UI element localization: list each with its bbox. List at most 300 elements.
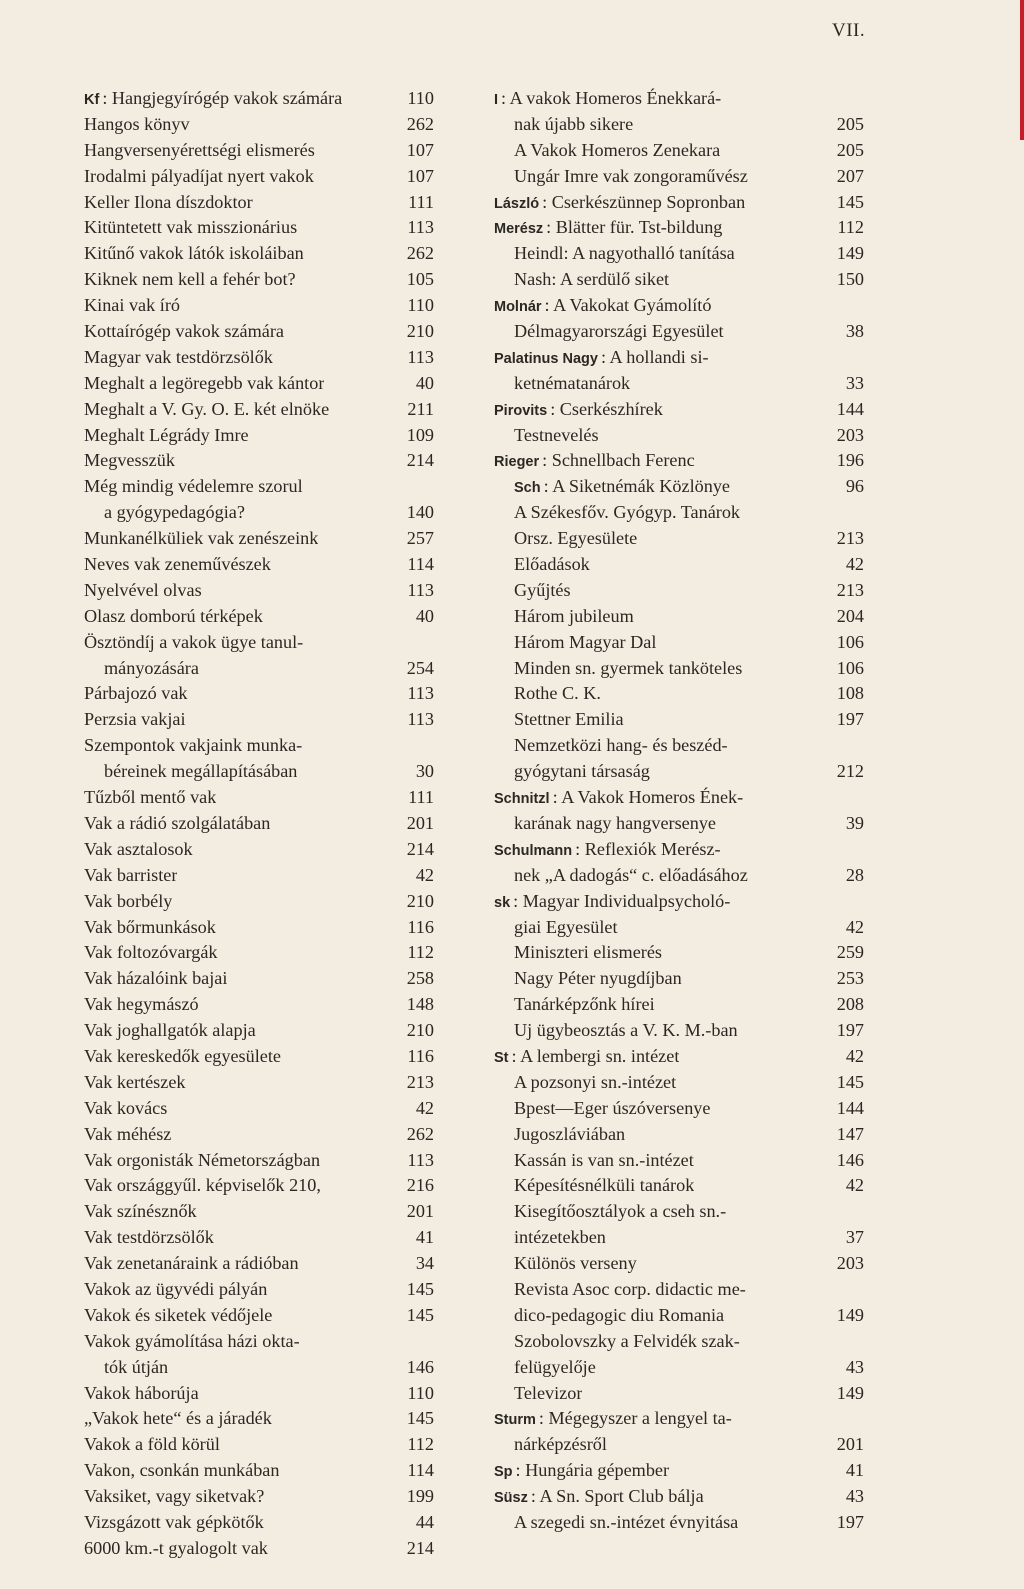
page-reference: 262 [406,113,434,134]
page-reference: 205 [836,113,864,134]
entry-text: Hangos könyv [84,113,190,134]
index-line [84,915,434,941]
index-entry [84,837,434,863]
entry-text: Vak hegymászó [84,994,199,1015]
index-line [494,526,864,552]
index-entry [84,1122,434,1148]
page-reference: 39 [845,812,864,833]
index-line [84,863,434,889]
page-reference: 149 [836,1304,864,1325]
entry-title [514,1122,625,1148]
index-line [494,915,864,941]
index-line [494,190,864,216]
page-reference: 107 [406,165,434,186]
entry-title [514,1355,596,1381]
entry-title [494,1406,732,1434]
entry-title [494,190,745,218]
page-reference: 197 [836,1511,864,1532]
index-line [494,759,864,785]
index-line [494,500,864,526]
page-reference: 116 [407,916,434,937]
entry-text: : A vakok Homeros Énekkará- [501,88,722,108]
entry-title [494,86,721,114]
index-line [84,578,434,604]
entry-text: Vak kereskedők egyesülete [84,1045,281,1066]
entry-text: Előadások [514,554,590,575]
entry-title [514,1329,740,1355]
entry-text: : A hollandi si- [600,346,709,367]
index-entry [84,164,434,190]
index-entry [84,604,434,630]
author-abbreviation: Palatinus Nagy [494,350,598,367]
entry-text: nárképzésről [514,1434,607,1455]
index-line [84,1277,434,1303]
entry-title [84,267,296,293]
author-abbreviation: Molnár [494,299,542,316]
entry-title [514,241,735,267]
entry-text: Meghalt a V. Gy. O. E. két elnöke [84,398,330,419]
index-entry [84,681,434,707]
index-line [84,190,434,216]
entry-title [84,552,271,578]
index-entry [494,1329,864,1381]
entry-title [514,1432,607,1458]
index-line [84,526,434,552]
index-line [84,423,434,449]
index-line [84,448,434,474]
page-reference: 110 [407,88,434,108]
index-entry [494,448,864,474]
entry-text: Vak asztalosok [84,838,193,859]
page-reference: 213 [406,1071,434,1092]
index-entry [84,448,434,474]
entry-text: tók útján [104,1356,169,1377]
entry-title [514,681,601,707]
entry-title [84,1510,264,1536]
index-line [494,164,864,190]
index-line [494,138,864,164]
entry-title [84,863,177,889]
entry-text: Párbajozó vak [84,683,188,704]
entry-title [84,397,329,423]
page-reference: 42 [845,916,864,937]
author-abbreviation: Pirovits [494,402,548,419]
entry-text: dico-pedagogic diu Romania [514,1304,725,1325]
entry-title [514,604,634,630]
index-entry [84,1044,434,1070]
entry-text: Kinai vak író [84,295,180,316]
index-line [494,1355,864,1381]
index-entry [494,1070,864,1096]
page-reference: 148 [406,994,434,1015]
index-line [84,500,434,526]
index-line [84,397,434,423]
index-line [84,1458,434,1484]
entry-title [84,371,324,397]
index-line [84,940,434,966]
entry-title [84,215,297,241]
page-reference: 203 [836,424,864,445]
page-reference: 37 [845,1227,864,1248]
entry-title [494,1458,669,1486]
entry-text: Három jubileum [514,605,634,626]
index-entry [84,863,434,889]
entry-title [514,423,599,449]
index-entry [84,811,434,837]
index-entry [494,992,864,1018]
index-entry [84,1148,434,1174]
entry-text: Kitűnő vakok látók iskoláiban [84,243,304,264]
index-line [494,345,864,371]
entry-text: Jugoszláviában [514,1123,626,1144]
entry-text: Neves vak zeneművészek [84,554,271,575]
index-entry [84,1536,434,1562]
entry-text: Vak borbély [84,890,173,911]
entry-title [514,164,748,190]
entry-text: Vak joghallgatók alapja [84,1020,256,1041]
page-reference: 145 [406,1408,434,1429]
index-line [494,1070,864,1096]
entry-text: karának nagy hangversenye [514,812,716,833]
entry-text: Revista Asoc corp. didactic me- [514,1278,746,1299]
index-line [494,1406,864,1432]
entry-title [514,1303,724,1329]
index-entry [494,707,864,733]
entry-text: Vak kertészek [84,1071,186,1092]
entry-text: Gyűjtés [514,579,571,600]
page-reference: 113 [407,217,434,238]
entry-text: Vak barrister [84,864,178,885]
page-reference: 208 [836,994,864,1015]
entry-title [84,889,172,915]
entry-title [84,1277,267,1303]
entry-title [84,1432,220,1458]
entry-text: Vak foltozóvargák [84,942,218,963]
index-line [84,681,434,707]
index-entry [84,474,434,526]
index-line [84,112,434,138]
entry-text: Kottaírógép vakok számára [84,321,284,342]
page-reference: 113 [407,1149,434,1170]
entry-text: Vizsgázott vak gépkötők [84,1511,264,1532]
index-entry [84,138,434,164]
entry-text: Vakok a föld körül [84,1434,220,1455]
entry-title [84,86,342,114]
page-reference: 204 [836,605,864,626]
index-entry [84,526,434,552]
index-entry [494,241,864,267]
page-reference: 42 [415,1097,434,1118]
entry-text: Testnevelés [514,424,599,445]
entry-title [514,1199,726,1225]
index-line [84,1329,434,1355]
page-reference: 257 [406,528,434,549]
entry-title [494,1484,704,1512]
page-reference: 40 [415,605,434,626]
entry-title [514,630,656,656]
page-reference: 28 [845,864,864,885]
author-abbreviation: sk [494,894,511,911]
entry-text: Nemzetközi hang- és beszéd- [514,735,728,756]
entry-title [494,397,663,425]
entry-title [494,889,730,917]
page-reference: 213 [836,579,864,600]
entry-title [84,1148,320,1174]
entry-title [84,1381,199,1407]
index-entry [84,345,434,371]
index-line [494,474,864,500]
page-reference: 34 [415,1253,434,1274]
entry-text: A szegedi sn.-intézet évnyitása [514,1511,739,1532]
page-reference: 114 [407,554,434,575]
index-line [494,1484,864,1510]
index-line [84,371,434,397]
index-line [494,992,864,1018]
index-entry [494,1199,864,1251]
index-entry [84,241,434,267]
entry-text: Vak bőrmunkások [84,916,216,937]
entry-text: ketnématanárok [514,372,631,393]
entry-title [514,1381,582,1407]
entry-text: Stettner Emilia [514,709,624,730]
entry-text: „Vakok hete“ és a járadék [84,1408,272,1429]
page-reference: 207 [836,165,864,186]
entry-title [494,1044,679,1072]
index-entry [84,1303,434,1329]
entry-title [84,526,318,552]
entry-title [514,966,682,992]
entry-title [104,500,245,526]
entry-text: : A lembergi sn. intézet [511,1045,680,1066]
entry-text: intézetekben [514,1227,606,1248]
entry-text: A pozsonyi sn.-intézet [514,1071,677,1092]
entry-text: Tűzből mentő vak [84,787,217,808]
index-line [494,1018,864,1044]
page-reference: 110 [407,295,434,316]
index-line [494,241,864,267]
index-entry [494,889,864,941]
index-line [494,112,864,138]
page-reference: 113 [407,683,434,704]
entry-title [514,992,655,1018]
entry-text: Még mindig védelemre szorul [84,476,303,497]
index-entry [84,397,434,423]
entry-text: Bpest—Eger úszóversenye [514,1097,711,1118]
index-line [84,1148,434,1174]
entry-text: mányozására [104,657,199,678]
index-entry [84,1458,434,1484]
page-reference: 196 [836,450,864,471]
index-line [494,785,864,811]
entry-title [494,345,709,373]
entry-title [84,241,304,267]
page-reference: 145 [836,1071,864,1092]
index-line [84,1406,434,1432]
entry-title [514,1225,606,1251]
index-line [494,1122,864,1148]
index-line [84,1303,434,1329]
page-reference: 145 [406,1304,434,1325]
page-reference: 113 [407,579,434,600]
page-reference: 113 [407,346,434,367]
page-reference: 214 [406,1537,434,1558]
entry-title [84,1329,300,1355]
page-reference: 211 [407,398,434,419]
page-reference: 149 [836,1382,864,1403]
entry-title [84,1458,279,1484]
entry-text: Tanárképzőnk hírei [514,994,655,1015]
entry-text: Ungár Imre vak zongoraművész [514,165,748,186]
entry-title [84,630,303,656]
entry-text: : Cserkészhírek [550,398,663,419]
entry-text: Kassán is van sn.-intézet [514,1149,694,1170]
index-entry [494,1381,864,1407]
page-reference: 112 [837,217,864,238]
index-line [84,215,434,241]
index-column-left [84,86,434,1562]
page-reference: 253 [836,968,864,989]
page-reference: 145 [406,1278,434,1299]
index-line [494,578,864,604]
author-abbreviation: Sp [494,1464,513,1481]
entry-title [514,1070,676,1096]
entry-title [494,448,695,476]
entry-title [84,1096,167,1122]
author-abbreviation: Süsz [494,1490,528,1507]
entry-title [514,552,590,578]
index-entry [494,656,864,682]
entry-text: : A Sn. Sport Club bálja [530,1486,704,1507]
page-reference: 145 [836,191,864,212]
entry-text: Meghalt a legöregebb vak kántor [84,372,325,393]
page-reference: 107 [406,139,434,160]
page-reference: 42 [845,1175,864,1196]
index-entry [84,215,434,241]
entry-title [84,474,303,500]
index-entry [84,112,434,138]
entry-title [84,966,227,992]
entry-title [514,112,633,138]
page-reference: 146 [836,1149,864,1170]
entry-text: : A Vakokat Gyámolító [544,295,712,316]
entry-text: : Magyar Individualpsycholó- [513,890,731,911]
index-entry [494,1277,864,1329]
index-line [494,1510,864,1536]
entry-title [84,837,193,863]
entry-title [494,837,721,865]
entry-title [514,863,748,889]
index-entry [84,1199,434,1225]
page-reference: 201 [406,1201,434,1222]
index-entry [84,966,434,992]
entry-title [84,1018,256,1044]
index-entry [494,164,864,190]
entry-title [84,1536,268,1562]
index-entry [494,1458,864,1484]
entry-title [514,940,662,966]
page-reference: 140 [406,502,434,523]
entry-text: Keller Ilona díszdoktor [84,191,253,212]
entry-text: Nash: A serdülő siket [514,269,670,290]
index-line [494,1329,864,1355]
index-line [494,656,864,682]
index-line [84,1018,434,1044]
index-entry [494,681,864,707]
entry-text: felügyelője [514,1356,596,1377]
index-entry [84,889,434,915]
page-reference: 38 [845,321,864,342]
index-entry [494,86,864,138]
index-line [84,1044,434,1070]
entry-text: Meghalt Légrády Imre [84,424,249,445]
entry-title [514,656,742,682]
entry-text: Uj ügybeosztás a V. K. M.-ban [514,1020,738,1041]
entry-title [84,604,263,630]
entry-title [514,267,669,293]
entry-text: : Hungária gépember [515,1460,670,1481]
index-entry [84,630,434,682]
entry-text: : A Vakok Homeros Ének- [552,787,744,808]
entry-text: Olasz domború térképek [84,605,263,626]
entry-title [514,1173,694,1199]
index-entry [84,940,434,966]
page-reference: 106 [836,631,864,652]
page-reference: 210 [406,321,434,342]
index-entry [84,1510,434,1536]
entry-title [84,423,249,449]
index-entry [494,1096,864,1122]
index-line [494,1148,864,1174]
index-line [494,1303,864,1329]
entry-title [84,1173,321,1199]
index-entry [84,423,434,449]
entry-title [514,526,637,552]
index-entry [494,785,864,837]
index-entry [494,1173,864,1199]
index-line [494,293,864,319]
entry-title [84,1199,197,1225]
index-entry [494,138,864,164]
entry-title [104,1355,168,1381]
index-line [494,1173,864,1199]
entry-text: Vaksiket, vagy siketvak? [84,1486,265,1507]
page-reference: 262 [406,243,434,264]
author-abbreviation: Merész [494,221,544,238]
entry-text: Vakok az ügyvédi pályán [84,1278,268,1299]
index-line [494,1225,864,1251]
page-reference: 43 [845,1356,864,1377]
index-line [494,811,864,837]
index-line [494,319,864,345]
entry-text: Minden sn. gyermek tanköteles [514,657,743,678]
entry-title [514,1251,637,1277]
author-abbreviation: St [494,1049,509,1066]
author-abbreviation: I [494,92,499,108]
index-entry [84,190,434,216]
entry-text: : Reflexiók Merész- [575,838,721,859]
entry-text: Orsz. Egyesülete [514,528,638,549]
index-line [494,448,864,474]
entry-title [514,138,720,164]
entry-text: Vak kovács [84,1097,168,1118]
page-reference: 262 [406,1123,434,1144]
entry-text: Kiknek nem kell a fehér bot? [84,269,296,290]
entry-text: : Mégegyszer a lengyel ta- [538,1408,732,1429]
page-reference: 112 [407,1434,434,1455]
index-entry [494,1484,864,1510]
entry-text: : Blätter für. Tst-bildung [546,217,723,238]
page-reference: 197 [836,709,864,730]
